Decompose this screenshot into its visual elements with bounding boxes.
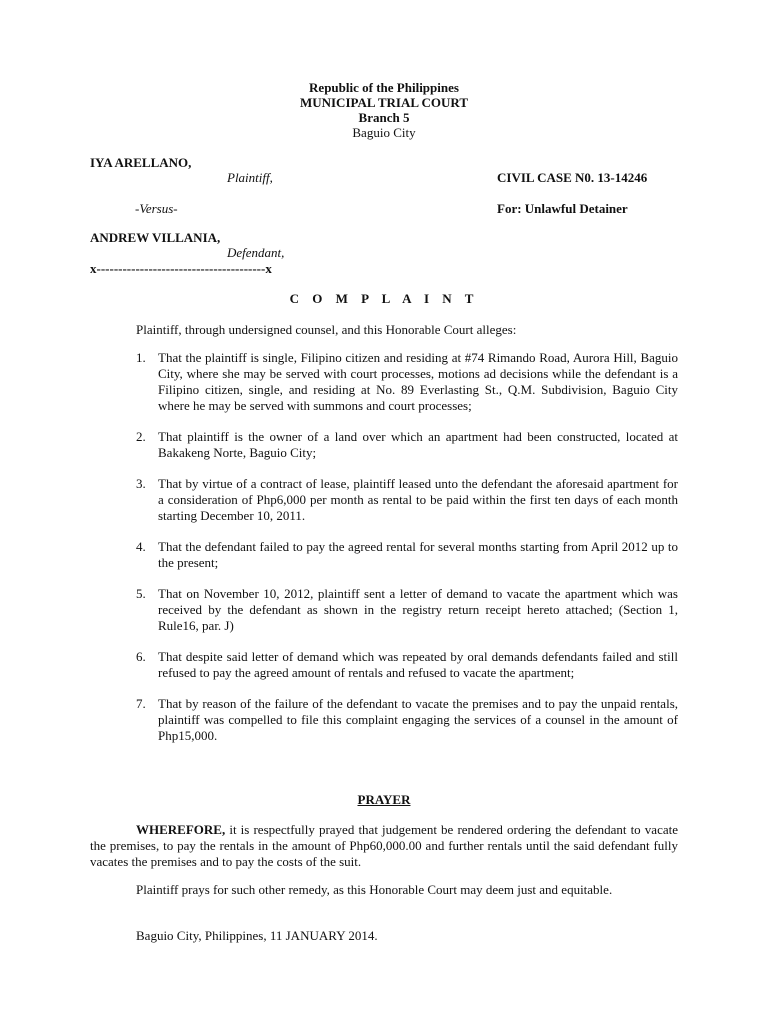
versus-label: -Versus- — [135, 201, 178, 216]
allegation-text: That the plaintiff is single, Filipino citizen and residing at #74 Rimando Road, Aurora Hill, Baguio City, where she may be served with court processes, motions ad decisions while the defendant is a Filipino citizen, single, and residing at No. 89 Everlasting St., Q.M. Subdivision, Baguio City where he may be served with summons and court processes; — [158, 350, 678, 413]
allegation-item — [90, 539, 678, 571]
allegation-number: 3. — [136, 476, 146, 491]
other-remedy-paragraph: Plaintiff prays for such other remedy, as this Honorable Court may deem just and equitable. — [136, 882, 613, 897]
allegation-text: That plaintiff is the owner of a land over which an apartment had been constructed, located at Bakakeng Norte, Baguio City; — [158, 429, 678, 460]
allegation-text: That on November 10, 2012, plaintiff sent a letter of demand to vacate the apartment which was received by the defendant as shown in the registry return receipt hereto attached; (Section 1, Rule16, par. J) — [158, 586, 678, 633]
republic-heading: Republic of the Philippines — [309, 80, 459, 95]
allegation-item — [90, 429, 678, 461]
allegation-item — [90, 649, 678, 681]
case-nature: For: Unlawful Detainer — [497, 201, 628, 216]
allegation-item — [90, 696, 678, 744]
plaintiff-role: Plaintiff, — [227, 170, 273, 185]
allegation-number: 6. — [136, 649, 146, 664]
intro-paragraph: Plaintiff, through undersigned counsel, and this Honorable Court alleges: — [136, 322, 517, 337]
allegation-number: 2. — [136, 429, 146, 444]
allegation-text: That the defendant failed to pay the agreed rental for several months starting from April 2012 up to the present; — [158, 539, 678, 570]
allegation-text: That despite said letter of demand which was repeated by oral demands defendants failed and still refused to pay the agreed amount of rentals and refused to vacate the apartment; — [158, 649, 678, 680]
wherefore-text: it is respectfully prayed that judgement be rendered ordering the defendant to vacate the premises, to pay the rentals in the amount of Php60,000.00 and further rentals until the said defendant fully vacates the premises and to pay the costs of the suit. — [90, 822, 678, 869]
city-heading: Baguio City — [352, 125, 416, 140]
allegation-item — [90, 586, 678, 634]
defendant-name: ANDREW VILLANIA, — [90, 230, 221, 245]
allegation-number: 4. — [136, 539, 146, 554]
allegations-list — [90, 350, 678, 759]
prayer-heading: PRAYER — [357, 792, 411, 807]
plaintiff-name: IYA ARELLANO, — [90, 155, 192, 170]
caption-separator: x---------------------------------------x — [90, 261, 272, 276]
case-number: CIVIL CASE N0. 13-14246 — [497, 170, 648, 185]
allegation-item — [90, 350, 678, 414]
allegation-number: 5. — [136, 586, 146, 601]
allegation-number: 1. — [136, 350, 146, 365]
allegation-item — [90, 476, 678, 524]
dateline: Baguio City, Philippines, 11 JANUARY 2014. — [136, 928, 378, 943]
allegation-text: That by virtue of a contract of lease, plaintiff leased unto the defendant the aforesaid apartment for a consideration of Php6,000 per month as rental to be paid within the first ten days of each month starting December 10, 2011. — [158, 476, 678, 523]
branch-heading: Branch 5 — [358, 110, 410, 125]
allegation-text: That by reason of the failure of the defendant to vacate the premises and to pay the unpaid rentals, plaintiff was compelled to file this complaint engaging the services of a counsel in the amount of Php15,000. — [158, 696, 678, 743]
wherefore-paragraph — [90, 822, 678, 870]
allegation-number: 7. — [136, 696, 146, 711]
court-heading: MUNICIPAL TRIAL COURT — [299, 95, 469, 110]
document-title: C O M P L A I N T — [289, 291, 479, 306]
defendant-role: Defendant, — [227, 245, 285, 260]
wherefore-lead: WHEREFORE, — [136, 822, 226, 837]
